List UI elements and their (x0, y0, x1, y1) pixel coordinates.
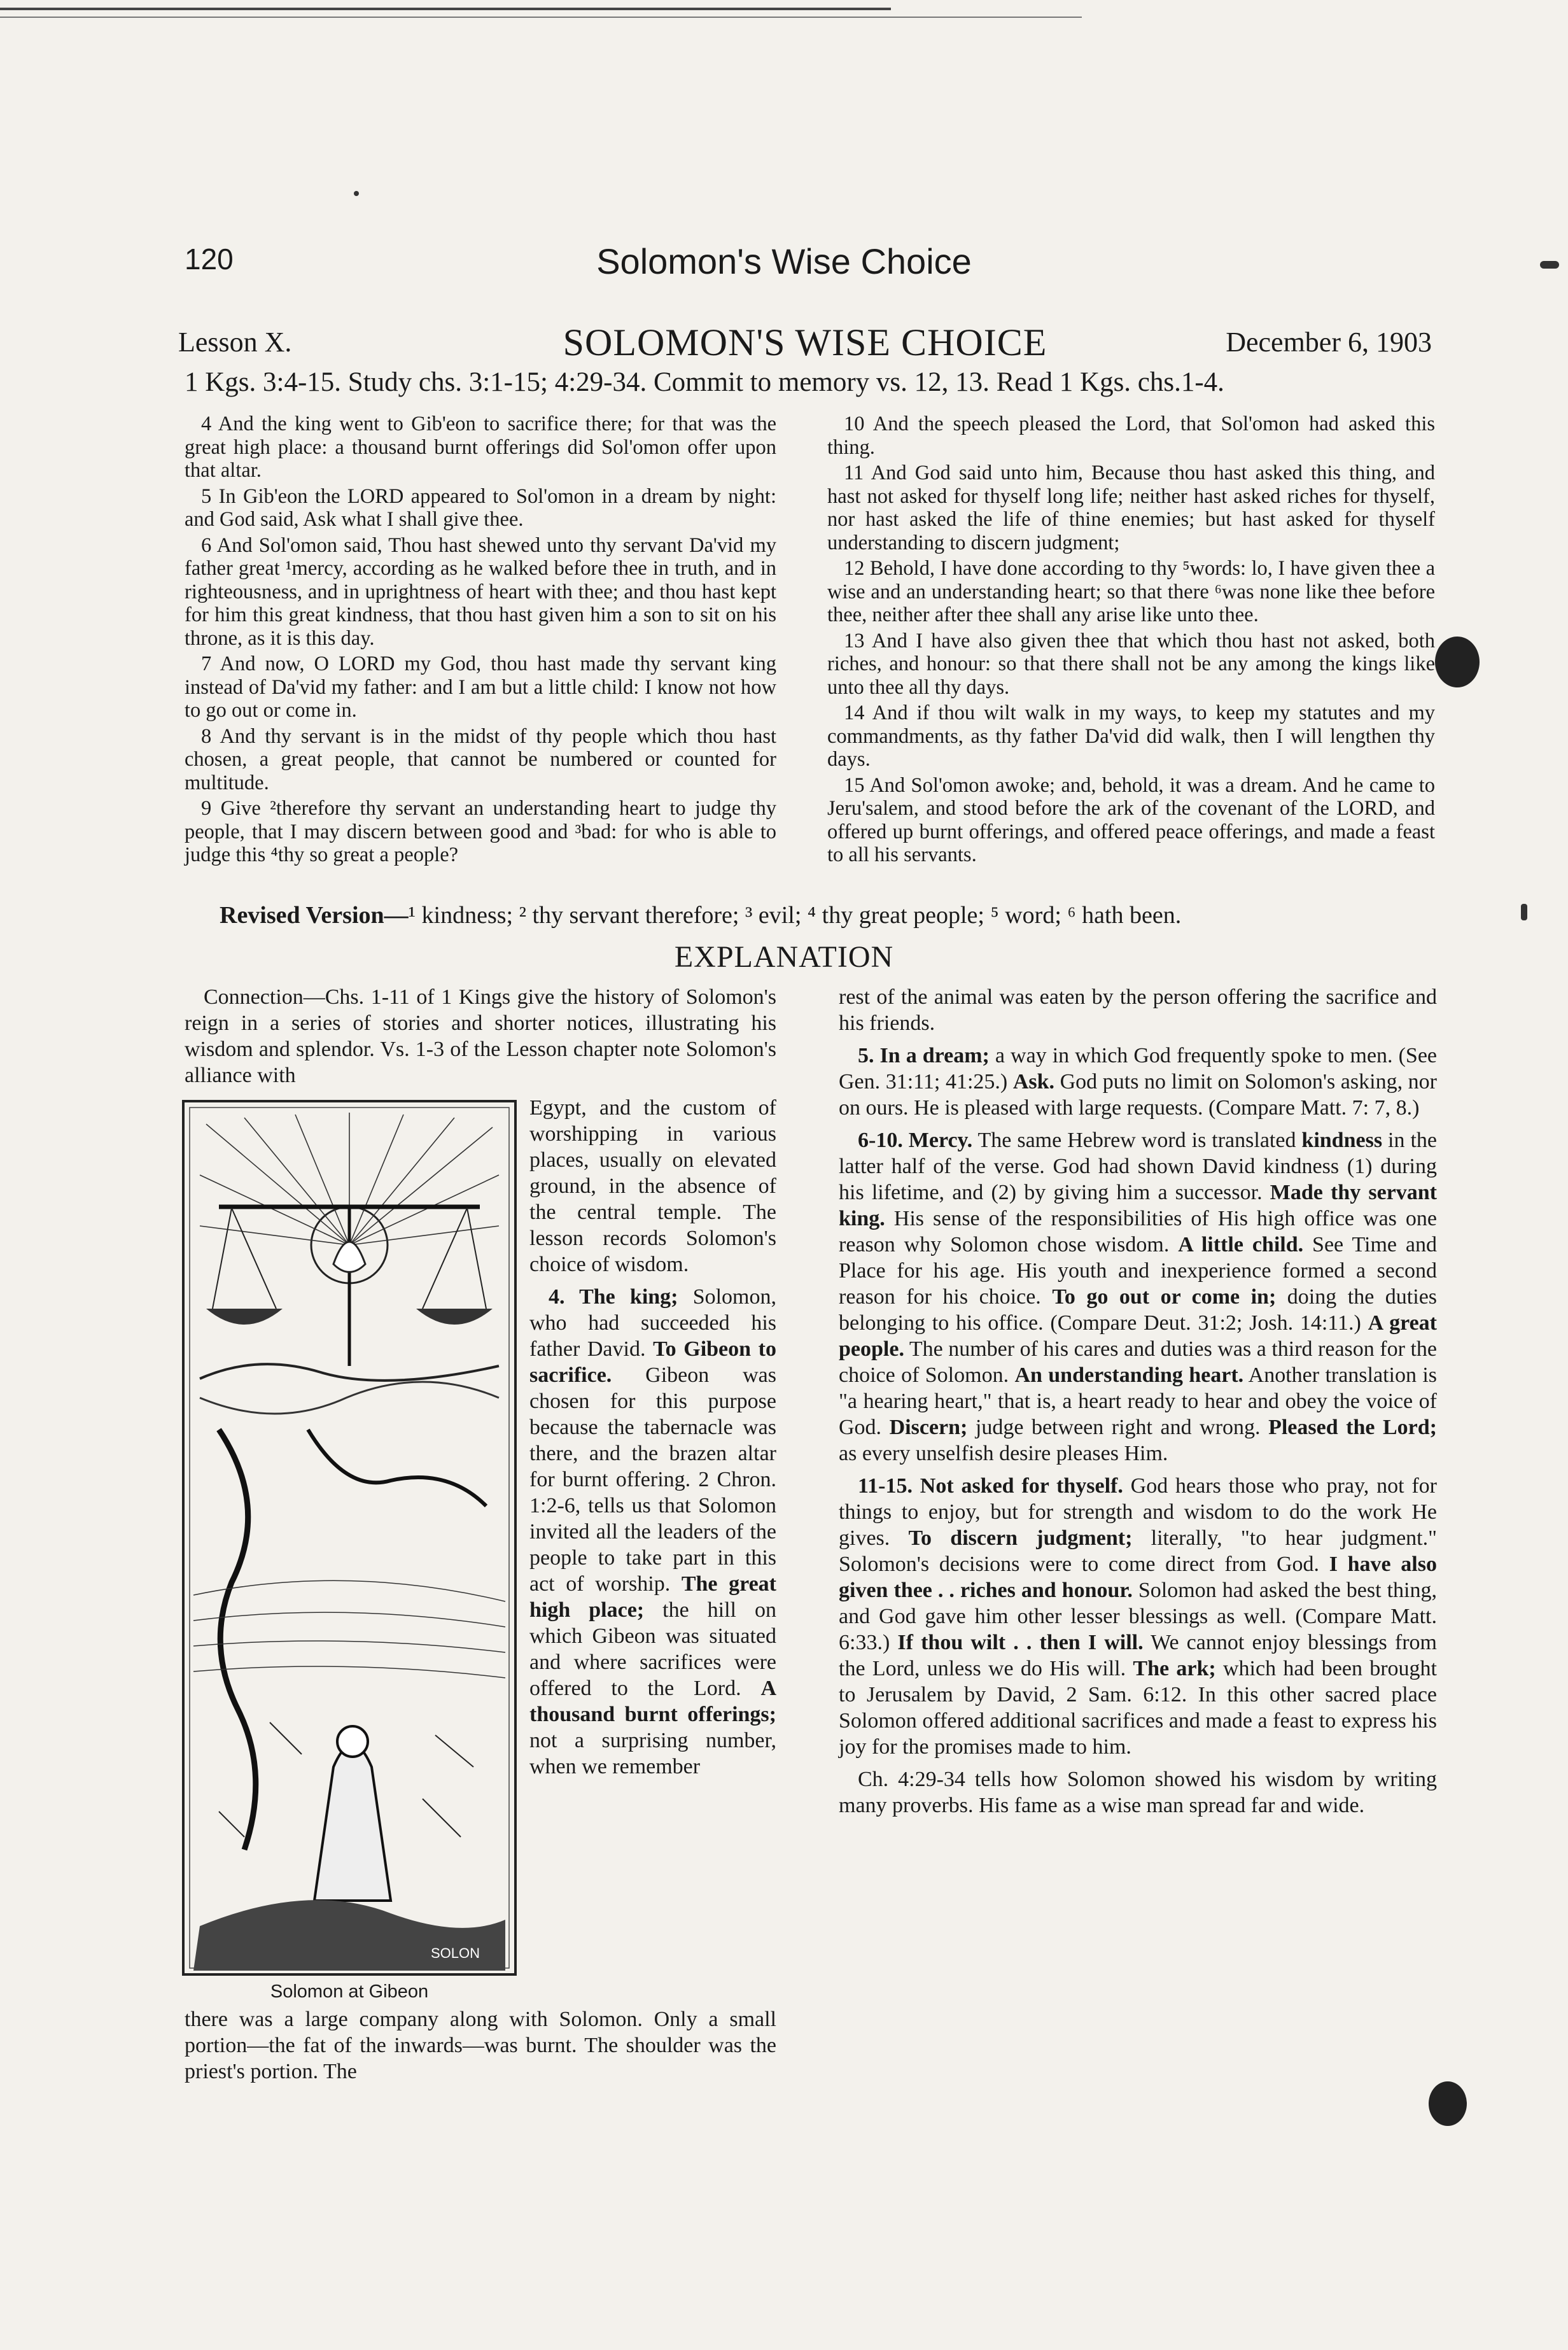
note-text: We cannot enjoy blessings from the Lord, unless we do His will. (839, 1631, 1437, 1680)
v4-thousand-heading: A thousand burnt offerings; (529, 1677, 777, 1726)
note-heading: 5. In a dream; (858, 1044, 990, 1067)
note-heading: Made thy servant king. (839, 1181, 1438, 1230)
v4-text: Solomon, who had succeeded his father David. (529, 1285, 777, 1361)
top-rule (0, 8, 891, 10)
running-title: Solomon's Wise Choice (596, 241, 972, 281)
explanation-left-beside-figure (529, 1095, 776, 1780)
v4-place-heading: The great high place; (529, 1572, 776, 1622)
explanation-heading: EXPLANATION (674, 940, 894, 974)
note-heading: kindness (1301, 1129, 1383, 1152)
note-heading: To go out or come in; (1052, 1285, 1277, 1309)
note-heading: I have also given thee . . riches and honour. (839, 1552, 1437, 1602)
note-text: The same Hebrew word is translated (972, 1129, 1302, 1152)
print-speck (1521, 904, 1527, 920)
note-text: which had been brought to Jerusalem by David, 2 Sam. 6:12. In this other sacred place Solomon offered additional sacrifices and made a feast to express his joy for the promises made to him. (839, 1657, 1438, 1759)
revised-label: Revised Version— (220, 902, 409, 929)
v4-heading: 4. The king; (549, 1285, 678, 1309)
solomon-at-gibeon-illustration (181, 1099, 518, 1977)
verse: 10 And the speech pleased the Lord, that Sol'omon had asked this thing. (827, 412, 1435, 459)
verse: 14 And if thou wilt walk in my ways, to keep my statutes and my commandments, as thy father Da'vid did walk, then I will lengthen thy days. (827, 701, 1435, 771)
verse-4-note (529, 1284, 776, 1780)
note-text: His sense of the responsibilities of His high office was one reason why Solomon chose wisdom. (839, 1207, 1437, 1256)
v4-thousand-text: not a surprising number, when we remember (529, 1729, 776, 1778)
artist-signature: SOLON (430, 1945, 480, 1961)
verse: 11 And God said unto him, Because thou hast asked this thing, and hast not asked for thyself long life; neither hast asked riches for thyself, nor hast asked the life of thine enemies; but hast asked for thyself understanding to discern judgment; (827, 461, 1435, 554)
explanation-left-intro (185, 984, 776, 1088)
scripture-right-column (827, 412, 1435, 867)
top-rule-thin (0, 17, 1082, 18)
verse: 7 And now, O LORD my God, thou hast made thy servant king instead of Da'vid my father: and I am but a little child: I know not how to go out or come in. (185, 652, 776, 722)
lesson-number: Lesson X. (178, 327, 292, 358)
explanation-right-column (839, 984, 1437, 1819)
scripture-left-column (185, 412, 776, 867)
note-heading: If thou wilt . . then I will. (897, 1631, 1144, 1654)
note-text: doing the duties belonging to his office. (Compare Deut. 31:2; Josh. 14:11.) (839, 1285, 1438, 1335)
left-bottom-paragraph: there was a large company along with Solomon. Only a small portion—the fat of the inwards—was burnt. The shoulder was the priest's portion. The (185, 2008, 776, 2083)
illustration (181, 1099, 518, 2002)
lesson-title: SOLOMON'S WISE CHOICE (563, 321, 1047, 363)
explanation-paragraph (839, 984, 1437, 1036)
note-heading: An understanding heart. (1014, 1363, 1244, 1387)
note-text: as every unselfish desire pleases Him. (839, 1442, 1168, 1465)
explanation-left-bottom (185, 2006, 776, 2085)
explanation-paragraph (839, 1043, 1437, 1121)
note-heading: Pleased the Lord; (1268, 1416, 1437, 1439)
revised-text: ¹ kindness; ² thy servant therefore; ³ evil; ⁴ thy great people; ⁵ word; ⁶ hath been. (408, 902, 1182, 929)
punch-hole (1429, 2081, 1467, 2126)
v4-gibeon-heading: To Gibeon to sacrifice. (529, 1337, 776, 1387)
explanation-paragraph (839, 1766, 1437, 1819)
note-text: Ch. 4:29-34 tells how Solomon showed his wisdom by writing many proverbs. His fame as a wise man spread far and wide. (839, 1768, 1437, 1817)
punch-hole (1435, 637, 1480, 687)
explanation-paragraph (839, 1127, 1437, 1467)
note-text: literally, "to hear judgment." Solomon's decisions were to come direct from God. (839, 1526, 1437, 1576)
connection-paragraph: Connection—Chs. 1-11 of 1 Kings give the history of Solomon's reign in a series of stories and shorter notices, illustrating his wisdom and splendor. Vs. 1-3 of the Lesson chapter note Solomon's alliance with (185, 985, 776, 1087)
explanation-paragraph (839, 1473, 1437, 1760)
lesson-references: 1 Kgs. 3:4-15. Study chs. 3:1-15; 4:29-34. Commit to memory vs. 12, 13. Read 1 Kgs. chs.1-4. (185, 367, 1224, 397)
note-heading: 11-15. Not asked for thyself. (858, 1474, 1123, 1498)
note-heading: A great people. (839, 1311, 1437, 1361)
note-text: judge between right and wrong. (967, 1416, 1269, 1439)
note-heading: 6-10. Mercy. (858, 1129, 973, 1152)
note-heading: To discern judgment; (908, 1526, 1133, 1550)
verse: 5 In Gib'eon the LORD appeared to Sol'omon in a dream by night: and God said, Ask what I shall give thee. (185, 484, 776, 531)
lesson-date: December 6, 1903 (1226, 327, 1432, 358)
note-text: See Time and Place for his age. His youth and inexperience formed a second reason for his choice. (839, 1233, 1438, 1309)
note-text: a way in which God frequently spoke to men. (See Gen. 31:11; 41:25.) (839, 1044, 1437, 1094)
print-speck (1540, 261, 1559, 269)
verse: 15 And Sol'omon awoke; and, behold, it was a dream. And he came to Jeru'salem, and stood before the ark of the covenant of the LORD, and offered up burnt offerings, and offered peace offerings, and made a feast to all his servants. (827, 773, 1435, 866)
revised-version-notes (220, 901, 1181, 929)
note-text: God puts no limit on Solomon's asking, nor on ours. He is pleased with large requests. (Compare Matt. 7: 7, 8.) (839, 1070, 1437, 1120)
lesson-header (178, 321, 1432, 365)
illustration-caption: Solomon at Gibeon (270, 1981, 429, 2002)
note-heading: Discern; (889, 1416, 968, 1439)
print-speck (354, 191, 359, 196)
note-text: God hears those who pray, not for things to enjoy, but for strength and wisdom to do the work He gives. (839, 1474, 1437, 1550)
verse: 4 And the king went to Gib'eon to sacrifice there; for that was the great high place: a thousand burnt offerings did Sol'omon offer upon that altar. (185, 412, 776, 482)
note-heading: The ark; (1133, 1657, 1216, 1680)
note-text: rest of the animal was eaten by the person offering the sacrifice and his friends. (839, 985, 1437, 1035)
verse: 12 Behold, I have done according to thy ⁵words: lo, I have given thee a wise and an understanding heart; so that there ⁶was none like thee before thee, neither after thee shall any arise like unto thee. (827, 557, 1435, 626)
note-heading: Ask. (1012, 1070, 1055, 1094)
verse: 13 And I have also given thee that which thou hast not asked, both riches, and honour: so that there shall not be any among the kings like unto thee all thy days. (827, 629, 1435, 699)
note-text: Solomon had asked the best thing, and God gave him other lesser blessings as well. (Compare Matt. 6:33.) (839, 1579, 1437, 1654)
note-text: Another translation is "a hearing heart," that is, a heart ready to hear and obey the voice of God. (839, 1363, 1438, 1439)
connection-continued: Egypt, and the custom of worshipping in various places, usually on elevated ground, in the absence of the central temple. The lesson records Solomon's choice of wisdom. (529, 1096, 776, 1276)
v4-place-text: the hill on which Gibeon was situated and where sacrifices were offered to the Lord. (529, 1598, 776, 1700)
verse: 9 Give ²therefore thy servant an understanding heart to judge thy people, that I may discern between good and ³bad: for who is able to judge this ⁴thy so great a people? (185, 797, 776, 866)
v4-gibeon-text: Gibeon was chosen for this purpose because the tabernacle was there, and the brazen altar for burnt offering. 2 Chron. 1:2-6, tells us that Solomon invited all the leaders of the people to take part in this act of worship. (529, 1363, 776, 1596)
verse: 8 And thy servant is in the midst of thy people which thou hast chosen, a great people, that cannot be numbered or counted for multitude. (185, 724, 776, 794)
verse: 6 And Sol'omon said, Thou hast shewed unto thy servant Da'vid my father great ¹mercy, according as he walked before thee in truth, and in righteousness, and in uprightness of heart with thee; and thou hast kept for him this great kindness, that thou hast given him a son to sit on his throne, as it is this day. (185, 533, 776, 650)
note-heading: A little child. (1178, 1233, 1304, 1256)
note-text: The number of his cares and duties was a third reason for the choice of Solomon. (839, 1337, 1437, 1387)
note-text: in the latter half of the verse. God had shown David kindness (1) during his lifetime, and (2) by giving him a successor. (839, 1129, 1437, 1204)
page-number: 120 (185, 243, 234, 276)
